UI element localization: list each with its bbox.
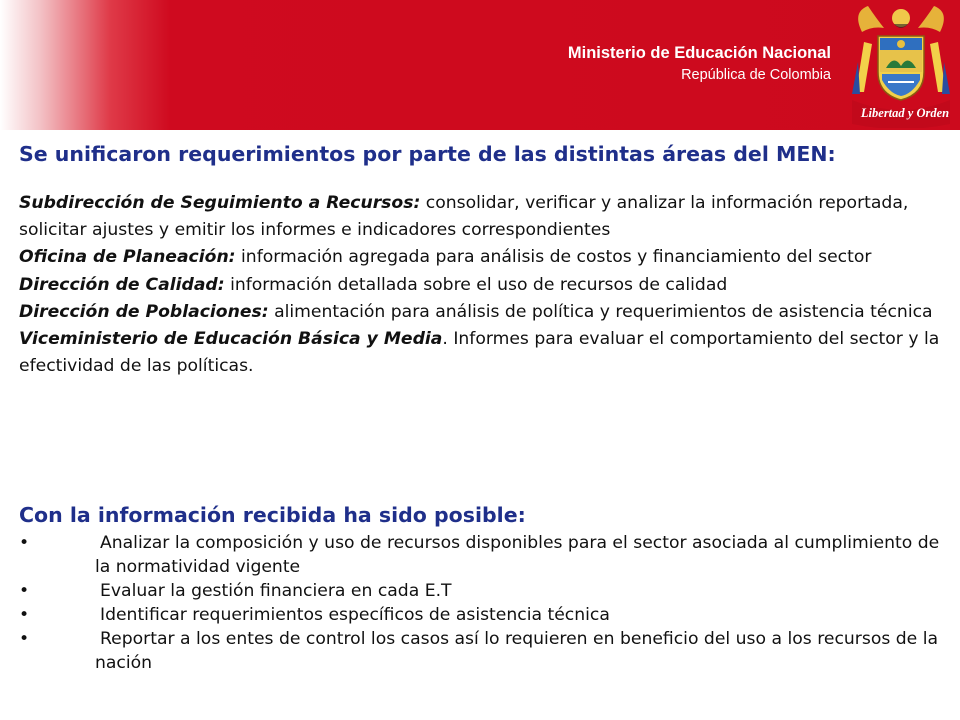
areas-list xyxy=(19,190,954,380)
motto-text: Libertad y Orden xyxy=(860,106,950,120)
list-item-text: Reportar a los entes de control los casos así lo requieren en beneficio del uso a los recursos de la nación xyxy=(95,629,939,673)
area-text: consolidar, verificar y analizar la información reportada, solicitar ajustes y emitir los informes e indicadores correspondientes xyxy=(19,193,909,241)
achievements-list xyxy=(19,531,954,675)
bullet-icon: • xyxy=(19,605,30,625)
bullet-icon: • xyxy=(19,629,30,649)
bullet-icon: • xyxy=(19,581,30,601)
area-text: información agregada para análisis de costos y financiamiento del sector xyxy=(235,247,872,268)
list-item xyxy=(19,603,954,627)
area-label: Dirección de Calidad: xyxy=(19,274,225,295)
area-label: Dirección de Poblaciones: xyxy=(19,301,269,322)
area-text: información detallada sobre el uso de recursos de calidad xyxy=(224,274,728,295)
bullet-icon: • xyxy=(19,533,30,553)
area-label: Viceministerio de Educación Básica y Media xyxy=(19,329,443,350)
list-item xyxy=(19,579,954,603)
ministry-header xyxy=(568,43,831,85)
area-item-planeacion xyxy=(19,244,954,271)
area-item-calidad xyxy=(19,272,954,299)
area-item-viceministerio xyxy=(19,326,954,380)
section2-heading: Con la información recibida ha sido posible: xyxy=(19,503,526,527)
list-item-text: Evaluar la gestión financiera en cada E.T xyxy=(100,581,452,601)
list-item-text: Identificar requerimientos específicos de asistencia técnica xyxy=(100,605,610,625)
list-item-text: Analizar la composición y uso de recursos disponibles para el sector asociada al cumplimiento de la normatividad vigente xyxy=(95,533,940,577)
area-label: Oficina de Planeación: xyxy=(19,247,236,268)
area-text: . Informes para evaluar el comportamiento del sector y la efectividad de las políticas. xyxy=(19,329,940,377)
area-text: alimentación para análisis de política y requerimientos de asistencia técnica xyxy=(268,301,933,322)
section1-heading: Se unificaron requerimientos por parte de las distintas áreas del MEN: xyxy=(19,142,836,166)
list-item xyxy=(19,627,954,675)
area-item-poblaciones xyxy=(19,299,954,326)
area-item-seguimiento xyxy=(19,190,954,244)
country-name: República de Colombia xyxy=(681,67,831,83)
ministry-name: Ministerio de Educación Nacional xyxy=(567,44,831,62)
area-label: Subdirección de Seguimiento a Recursos: xyxy=(19,193,421,213)
list-item xyxy=(19,531,954,579)
